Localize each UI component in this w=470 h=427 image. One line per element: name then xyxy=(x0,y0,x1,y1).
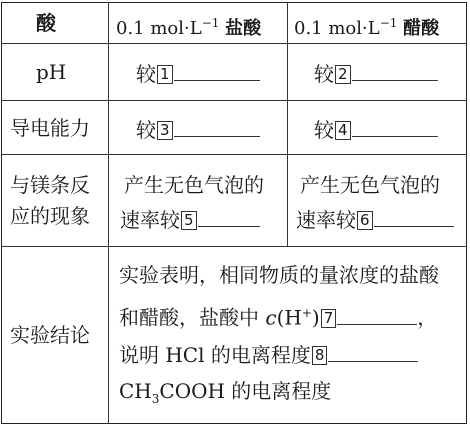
answer-line-1[interactable] xyxy=(174,60,260,81)
conductivity-hcl-cell xyxy=(136,116,260,142)
mg-acetic-rate-text: 速率较 xyxy=(296,208,356,232)
mg-hcl-line2 xyxy=(120,206,260,232)
blank-marker-3: 3 xyxy=(157,121,173,140)
conclusion-ion: (H xyxy=(276,305,302,330)
blank-marker-4: 4 xyxy=(335,121,351,140)
row-divider xyxy=(1,154,467,155)
conductivity-acetic-text: 较 xyxy=(314,118,334,142)
mg-acetic-line2 xyxy=(296,206,454,232)
conclusion-line3-text: 说明 HCl 的电离程度 xyxy=(119,343,311,367)
row-divider xyxy=(1,43,467,44)
ph-acetic-text: 较 xyxy=(314,62,334,86)
header-acetic xyxy=(294,11,439,41)
answer-line-4[interactable] xyxy=(352,116,438,137)
conclusion-formula-ch: CH xyxy=(119,379,152,403)
ph-acetic-cell xyxy=(314,60,438,86)
conclusion-ion-close: ) xyxy=(311,305,320,330)
row-divider xyxy=(1,246,467,247)
column-divider xyxy=(108,2,109,424)
conclusion-line4-text: COOH 的电离程度 xyxy=(159,379,332,403)
conclusion-concentration-symbol: c xyxy=(265,305,277,330)
conclusion-line2 xyxy=(119,301,437,330)
conductivity-hcl-text: 较 xyxy=(136,118,156,142)
row-label-conductivity: 导电能力 xyxy=(10,116,90,140)
blank-marker-5: 5 xyxy=(181,211,197,230)
row-label-mg-line1: 与镁条反 xyxy=(10,173,90,197)
answer-line-8[interactable] xyxy=(328,341,418,362)
mg-hcl-rate-text: 速率较 xyxy=(120,208,180,232)
conclusion-line1: 实验表明，相同物质的量浓度的盐酸 xyxy=(119,263,439,287)
conclusion-formula-subscript: 3 xyxy=(151,392,160,406)
blank-marker-1: 1 xyxy=(157,65,173,84)
header-acid: 酸 xyxy=(36,11,56,35)
answer-line-3[interactable] xyxy=(174,116,260,137)
header-acetic-conc: 0.1 mol·L xyxy=(294,18,380,39)
header-hydrochloric xyxy=(116,11,261,41)
blank-marker-6: 6 xyxy=(357,211,373,230)
answer-line-7[interactable] xyxy=(337,304,417,325)
conclusion-line2-text: 和醋酸，盐酸中 xyxy=(119,305,259,330)
header-acetic-exponent: −1 xyxy=(379,16,398,30)
ph-hcl-text: 较 xyxy=(136,62,156,86)
blank-marker-2: 2 xyxy=(335,65,351,84)
row-label-ph: pH xyxy=(36,60,67,84)
header-acetic-name: 醋酸 xyxy=(403,18,440,39)
header-hcl-exponent: −1 xyxy=(201,16,220,30)
conclusion-line2-comma: ， xyxy=(417,305,438,330)
blank-marker-8: 8 xyxy=(312,346,328,365)
header-hcl-name: 盐酸 xyxy=(225,18,262,39)
mg-acetic-line1: 产生无色气泡的 xyxy=(300,173,440,197)
row-label-mg-line2: 应的现象 xyxy=(10,204,90,228)
ph-hcl-cell xyxy=(136,60,260,86)
conclusion-ion-charge: + xyxy=(301,306,312,320)
conclusion-line3 xyxy=(119,341,418,367)
answer-line-5[interactable] xyxy=(198,206,260,227)
header-hcl-conc: 0.1 mol·L xyxy=(116,18,202,39)
answer-line-2[interactable] xyxy=(352,60,438,81)
answer-line-6[interactable] xyxy=(374,206,454,227)
conclusion-line4 xyxy=(119,379,331,411)
row-divider xyxy=(1,100,467,101)
column-divider xyxy=(287,2,288,247)
row-label-conclusion: 实验结论 xyxy=(10,323,90,347)
mg-hcl-line1: 产生无色气泡的 xyxy=(124,173,264,197)
blank-marker-7: 7 xyxy=(321,309,337,328)
conductivity-acetic-cell xyxy=(314,116,438,142)
